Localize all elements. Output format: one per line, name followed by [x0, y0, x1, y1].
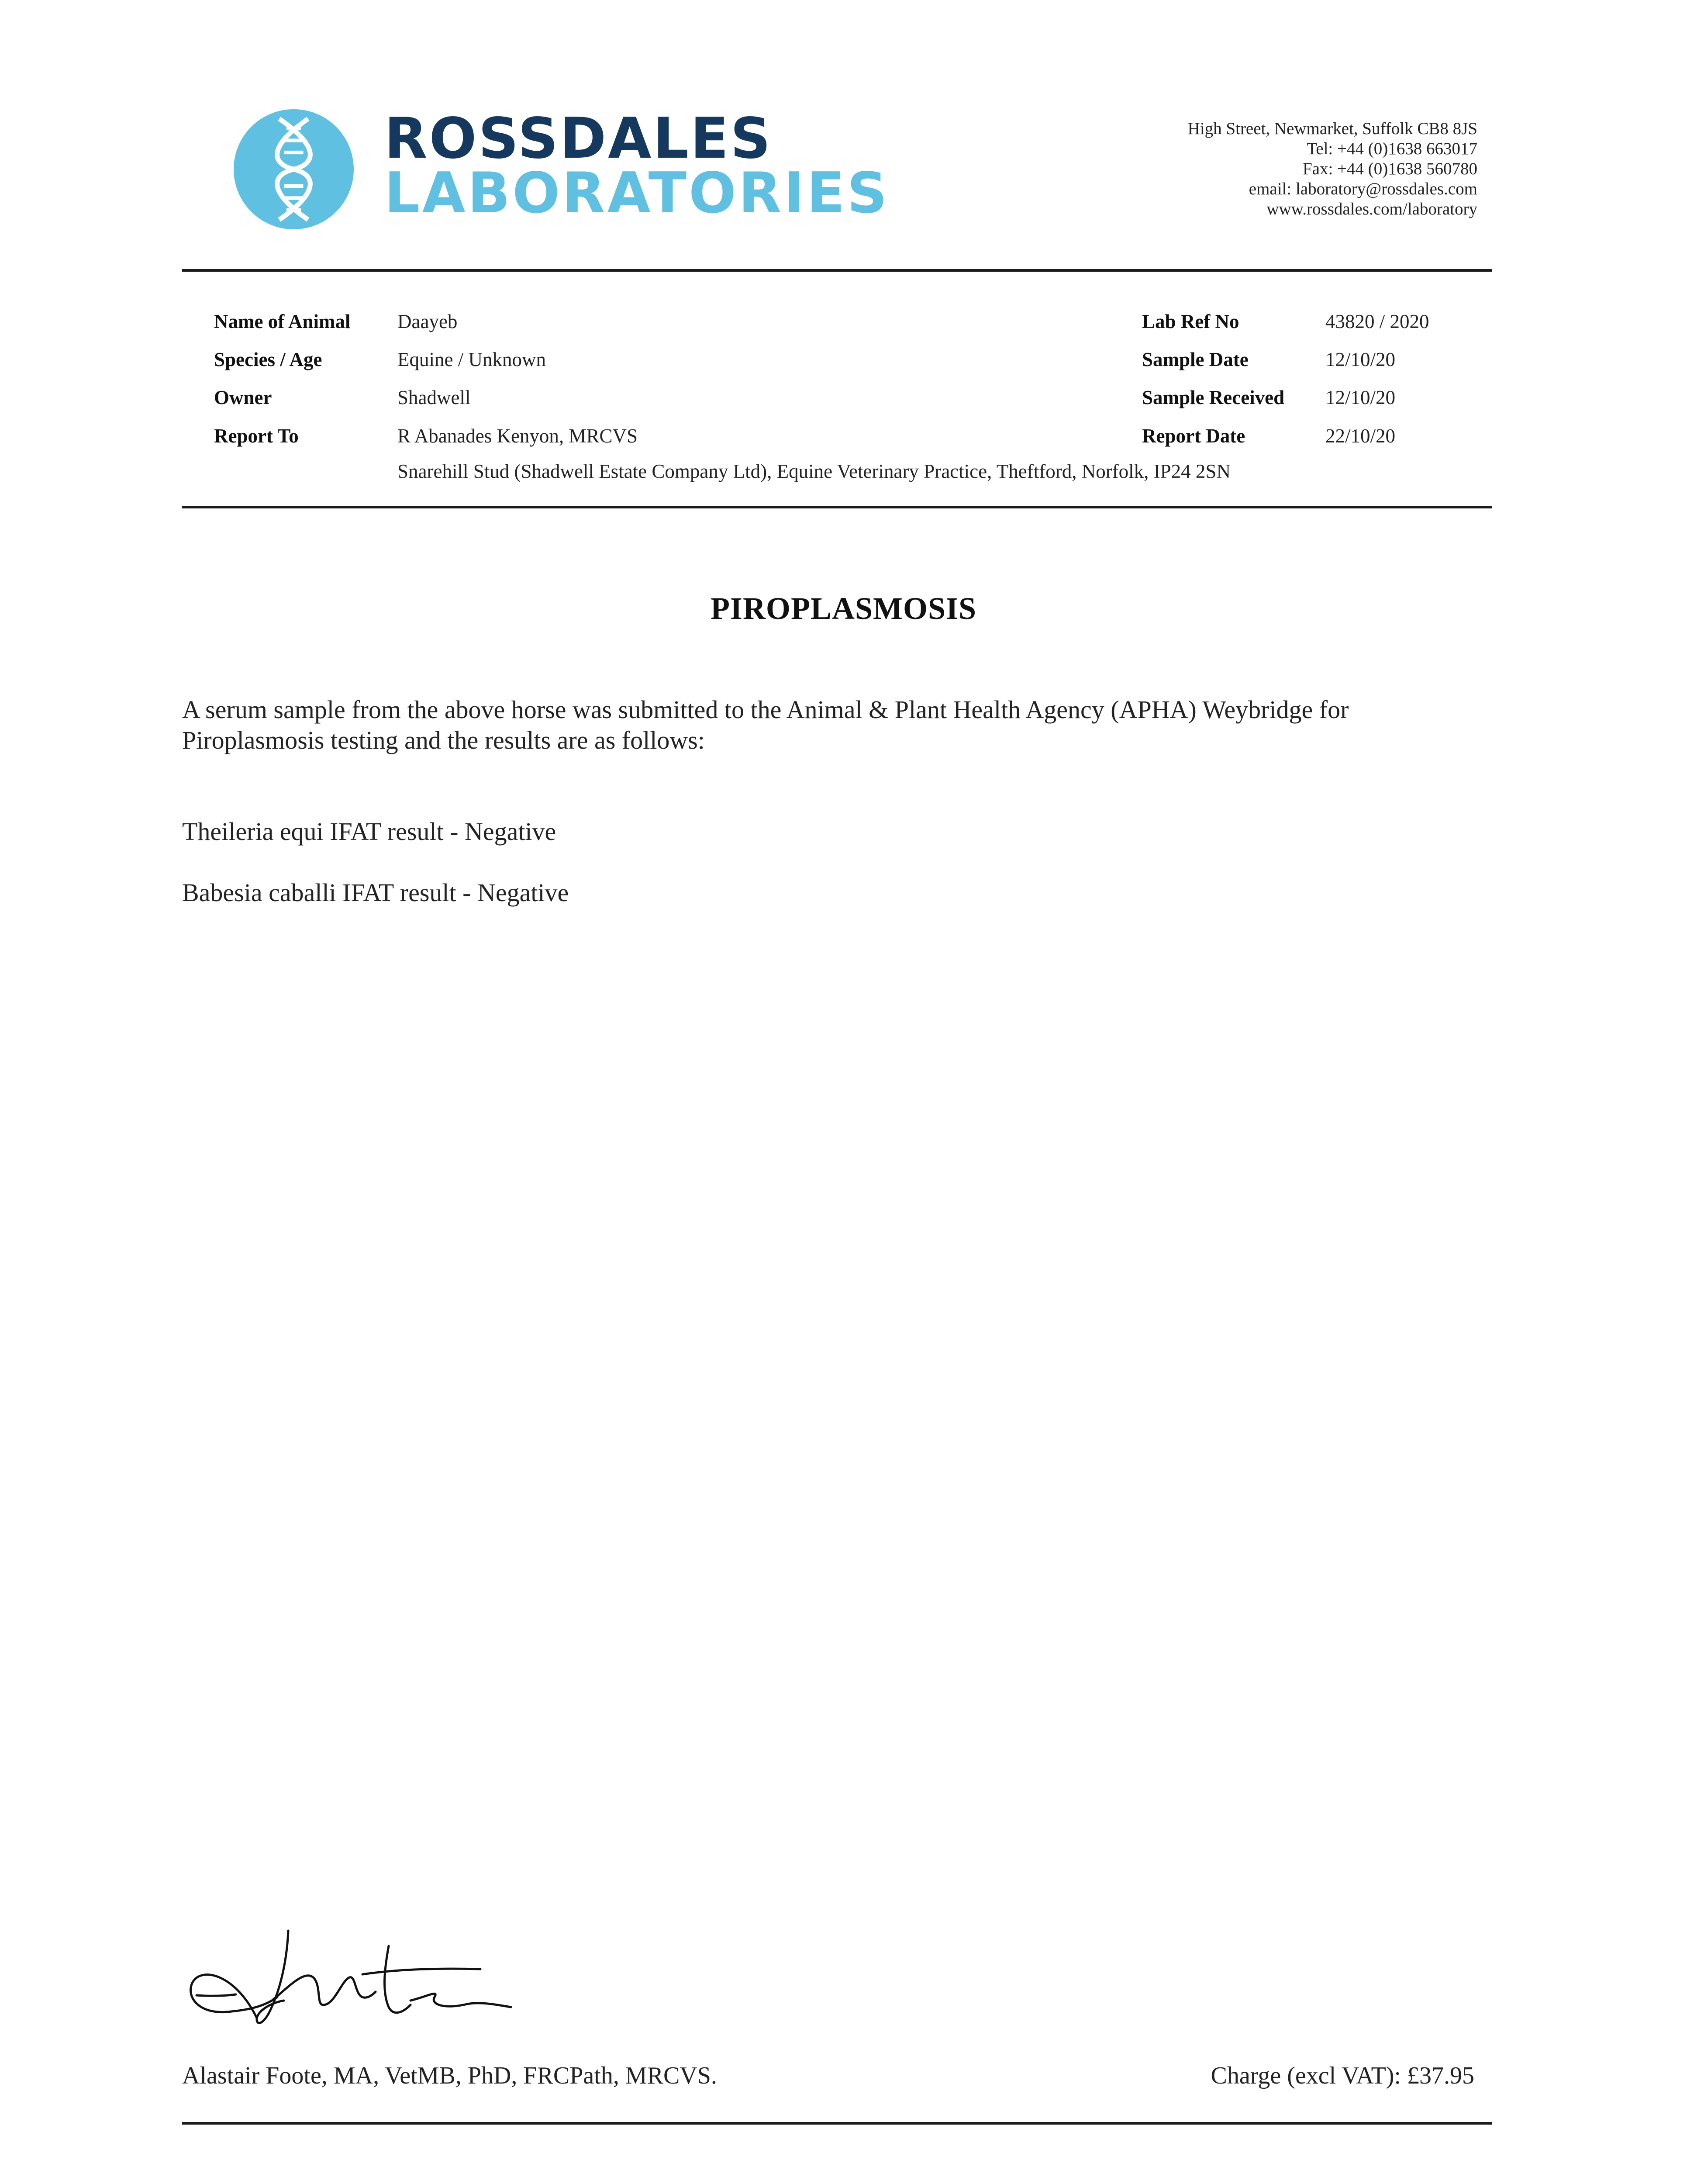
intro-paragraph: A serum sample from the above horse was submitted to the Animal & Plant Health Agency (APHA) Weybridge for Piroplasmosis testing and the results are as follows: [182, 695, 1349, 754]
owner: Shadwell [397, 387, 471, 408]
animal-name: Daayeb [397, 311, 458, 332]
report-date-label: Report Date [1142, 425, 1245, 447]
sample-received-label: Sample Received [1142, 387, 1285, 408]
info-divider [182, 506, 1492, 508]
sample-date-label: Sample Date [1142, 349, 1249, 370]
signature-image [183, 1922, 524, 2035]
signatory: Alastair Foote, MA, VetMB, PhD, FRCPath, MRCVS. [182, 2062, 717, 2089]
species-label: Species / Age [214, 349, 322, 370]
logo-line2: LABORATORIES [384, 161, 890, 226]
lab-ref-label: Lab Ref No [1142, 311, 1239, 332]
dna-logo-icon [234, 109, 354, 229]
logo-line1: ROSSDALES [384, 106, 773, 171]
fax: Fax: +44 (0)1638 560780 [1302, 159, 1477, 178]
header-divider [182, 269, 1492, 272]
email: email: laboratory@rossdales.com [1249, 180, 1477, 198]
company-logo [384, 106, 890, 226]
report-title: PIROPLASMOSIS [710, 591, 977, 626]
result-theileria: Theileria equi IFAT result - Negative [182, 817, 556, 846]
footer-divider [182, 2122, 1492, 2125]
lab-ref: 43820 / 2020 [1325, 311, 1429, 332]
charge: Charge (excl VAT): £37.95 [1211, 2062, 1474, 2089]
sample-received: 12/10/20 [1325, 387, 1396, 408]
report-to: R Abanades Kenyon, MRCVS [397, 425, 638, 447]
contact-block [1188, 119, 1477, 219]
result-babesia: Babesia caballi IFAT result - Negative [182, 878, 569, 907]
website: www.rossdales.com/laboratory [1266, 200, 1477, 218]
report-date: 22/10/20 [1325, 425, 1396, 447]
owner-label: Owner [214, 387, 272, 408]
address: High Street, Newmarket, Suffolk CB8 8JS [1187, 119, 1477, 138]
report-to-label: Report To [214, 425, 299, 447]
name-label: Name of Animal [214, 311, 351, 332]
species-age: Equine / Unknown [397, 349, 546, 370]
report-to-address: Snarehill Stud (Shadwell Estate Company Ltd), Equine Veterinary Practice, Theftford, Norfolk, IP24 2SN [397, 460, 1231, 482]
telephone: Tel: +44 (0)1638 663017 [1307, 139, 1477, 158]
sample-date: 12/10/20 [1325, 349, 1396, 370]
